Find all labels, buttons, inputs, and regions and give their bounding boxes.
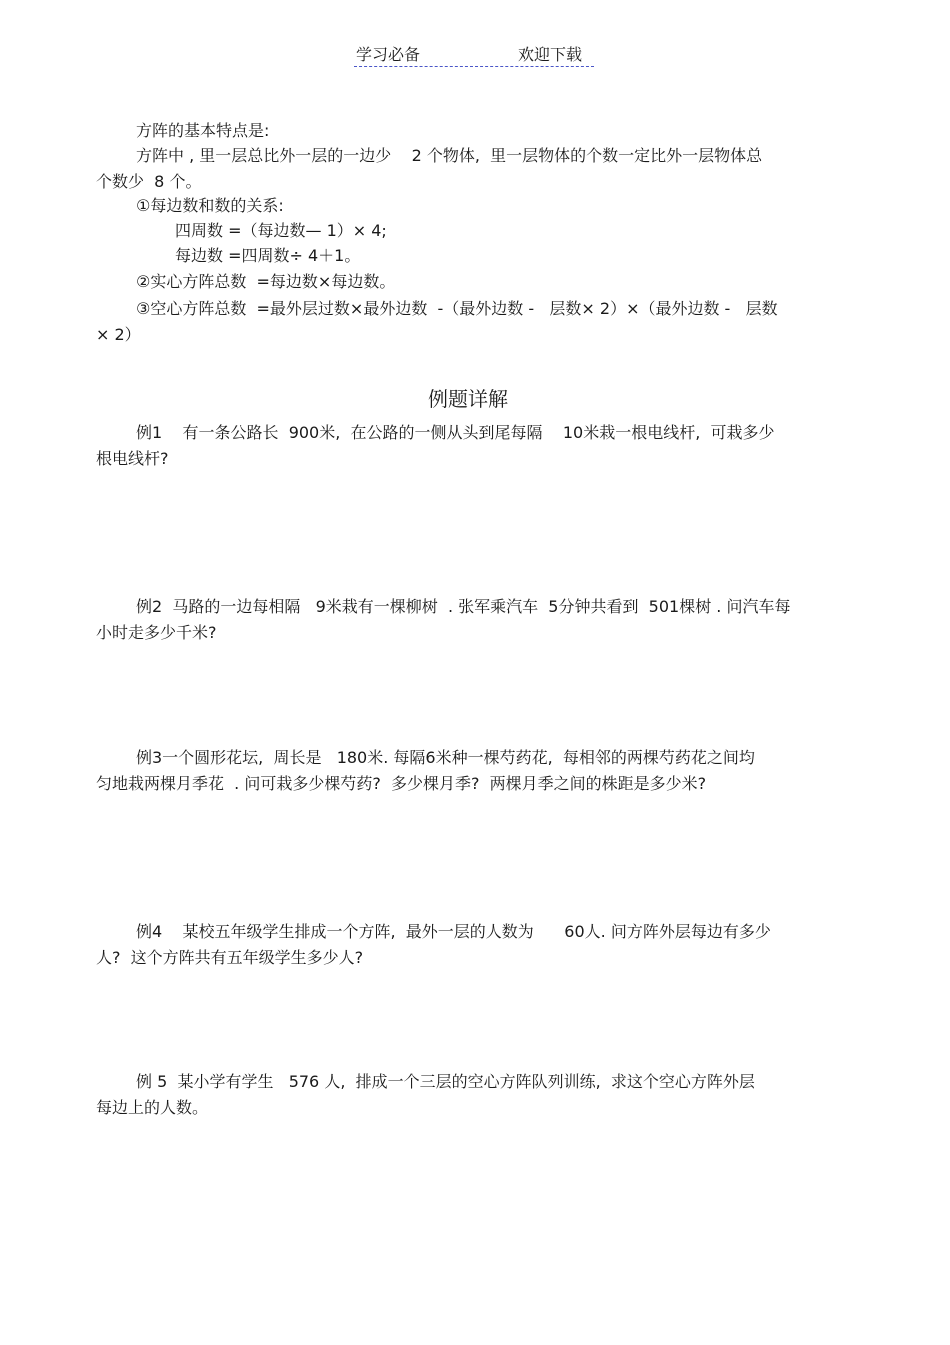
example-1-line-1: 例1 有一条公路长 900米, 在公路的一侧从头到尾每隔 10米栽一根电线杆, 可栽多少 bbox=[136, 423, 775, 442]
header-left-text: 学习必备 bbox=[356, 45, 421, 64]
example-2-line-2: 小时走多少千米? bbox=[96, 623, 217, 642]
example-3-line-1: 例3一个圆形花坛, 周长是 180米. 每隔6米种一棵芍药花, 每相邻的两棵芍药花之间均 bbox=[136, 748, 755, 767]
intro-line-4: ①每边数和数的关系: bbox=[136, 196, 284, 215]
intro-line-6: 每边数 =四周数÷ 4＋1。 bbox=[175, 246, 361, 265]
example-5-line-1: 例 5 某小学有学生 576 人, 排成一个三层的空心方阵队列训练, 求这个空心方阵外层 bbox=[136, 1072, 755, 1091]
section-title: 例题详解 bbox=[428, 387, 508, 411]
page-header bbox=[354, 40, 594, 67]
example-4-line-2: 人? 这个方阵共有五年级学生多少人? bbox=[96, 948, 364, 967]
intro-line-3: 个数少 8 个。 bbox=[96, 172, 202, 191]
intro-line-1: 方阵的基本特点是: bbox=[136, 121, 270, 140]
intro-line-2: 方阵中 , 里一层总比外一层的一边少 2 个物体, 里一层物体的个数一定比外一层物体总 bbox=[136, 146, 763, 165]
intro-line-7: ②实心方阵总数 =每边数×每边数。 bbox=[136, 272, 396, 291]
intro-line-9: × 2） bbox=[96, 325, 141, 344]
example-5-line-2: 每边上的人数。 bbox=[96, 1098, 209, 1117]
example-2-line-1: 例2 马路的一边每相隔 9米栽有一棵柳树 . 张军乘汽车 5分钟共看到 501棵树 . 问汽车每 bbox=[136, 597, 791, 616]
intro-line-8: ③空心方阵总数 =最外层过数×最外边数 -（最外边数 - 层数× 2）×（最外边数 - 层数 bbox=[136, 299, 778, 318]
header-right-text: 欢迎下载 bbox=[518, 45, 583, 64]
example-1-line-2: 根电线杆? bbox=[96, 449, 169, 468]
example-3-line-2: 匀地栽两棵月季花 . 问可栽多少棵芍药? 多少棵月季? 两棵月季之间的株距是多少米? bbox=[96, 774, 707, 793]
intro-line-5: 四周数 =（每边数— 1）× 4; bbox=[175, 221, 387, 240]
example-4-line-1: 例4 某校五年级学生排成一个方阵, 最外一层的人数为 60人. 问方阵外层每边有多少 bbox=[136, 922, 771, 941]
